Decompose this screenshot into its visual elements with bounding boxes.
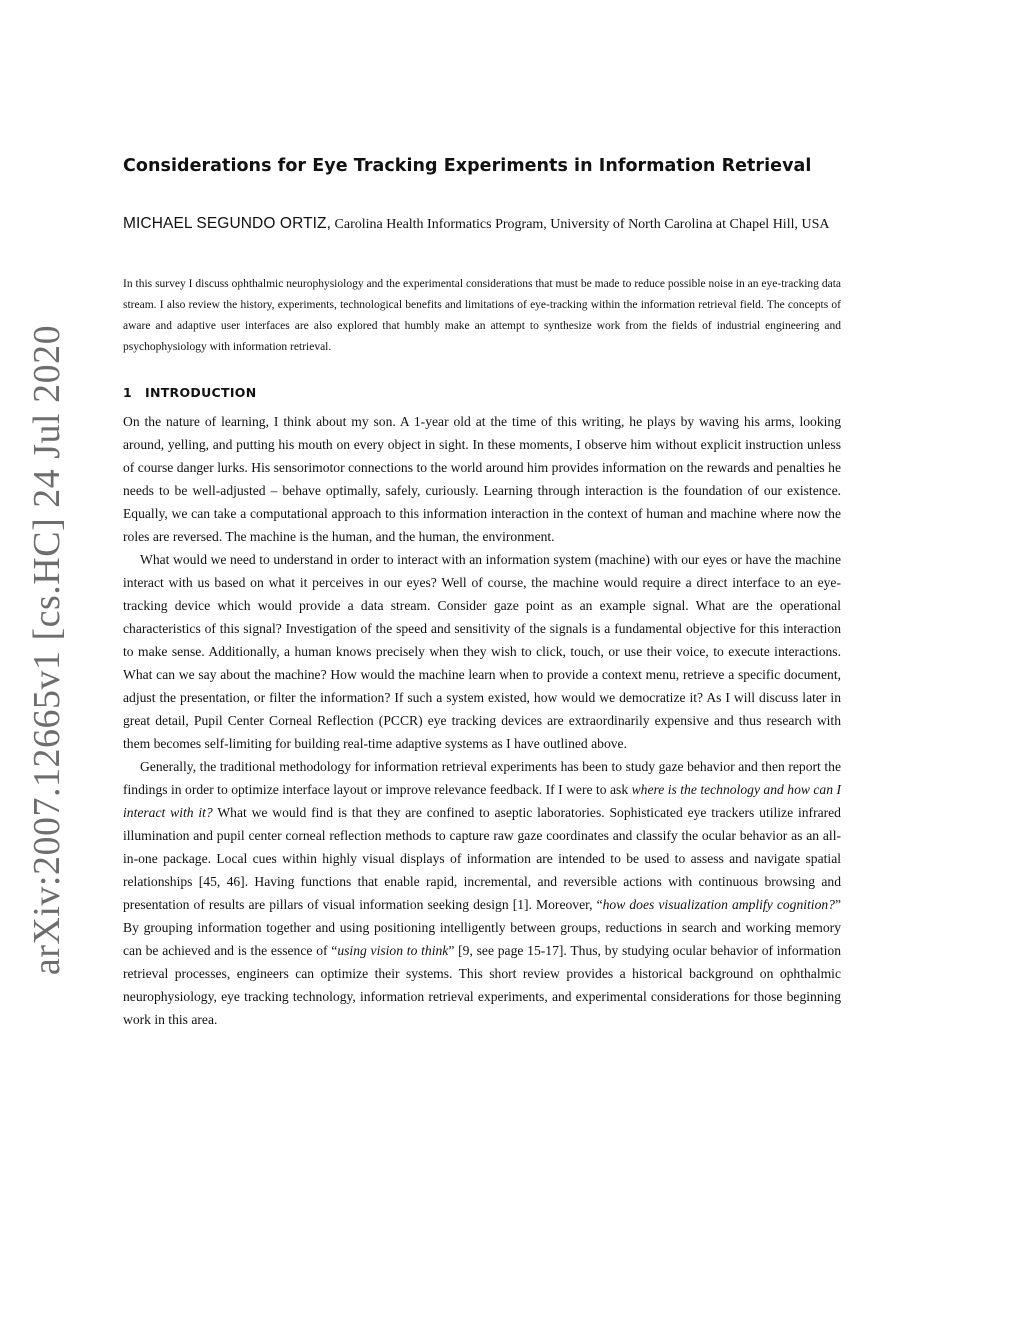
paragraph-2: What would we need to understand in order to interact with an information system (machine) with our eyes or have the machine interact with us based on what it perceives in our eyes? Well of course, the machine would require a direct interface to an eye-tracking device which would provide a data stream. Consider gaze point as an example signal. What are the operational characteristics of this signal? Investigation of the speed and sensitivity of the signals is a fundamental objective for this interaction to make sense. Additionally, a human knows precisely when they wish to click, touch, or use their voice, to execute interactions. What can we say about the machine? How would the machine learn when to provide a context menu, retrieve a specific document, adjust the presentation, or filter the information? If such a system existed, how would we democratize it? As I will discuss later in great detail, Pupil Center Corneal Reflection (PCCR) eye tracking devices are extraordinarily expensive and thus research with them becomes self-limiting for building real-time adaptive systems as I have outlined above. xyxy=(123,552,841,751)
paper-title: Considerations for Eye Tracking Experiments in Information Retrieval xyxy=(123,156,812,176)
author-block xyxy=(123,211,841,237)
paragraph-3-italic-phrase: using vision to think xyxy=(337,943,449,958)
paragraph-3-text-a: Generally, the traditional methodology for information retrieval experiments has been to study gaze behavior and then report the findings in order to optimize interface layout or improve relevance feedback. If I were to ask xyxy=(123,759,841,797)
paragraph-3-text-e: ” By grouping information together and using positioning intelligently between groups, reductions in search and working memory can be achieved and is the essence of “ xyxy=(123,897,842,958)
section-title: INTRODUCTION xyxy=(145,385,257,400)
author-name: MICHAEL SEGUNDO ORTIZ, xyxy=(123,215,332,232)
arxiv-identifier: arXiv:2007.12665v1 [cs.HC] 24 Jul 2020 xyxy=(26,324,68,976)
paragraph-3-italic-question: where is the technology and how can I interact with it? xyxy=(123,782,841,820)
paragraph-3-text-g: ” [9, see page 15-17]. Thus, by studying ocular behavior of information retrieval processes, engineers can optimize their systems. This short review provides a historical background on ophthalmic neurophysiology, eye tracking technology, information retrieval experiments, and experimental considerations for those beginning work in this area. xyxy=(123,943,841,1027)
paragraph-3-italic-quote: how does visualization amplify cognition? xyxy=(602,897,835,912)
abstract: In this survey I discuss ophthalmic neurophysiology and the experimental considerations that must be made to reduce possible noise in an eye-tracking data stream. I also review the history, experiments, technological benefits and limitations of eye-tracking within the information retrieval field. The concepts of aware and adaptive user interfaces are also explored that humbly make an attempt to synthesize work from the fields of industrial engineering and psychophysiology with information retrieval. xyxy=(123,278,841,353)
section-heading xyxy=(123,382,256,404)
paragraph-3-text-c: What we would find is that they are confined to aseptic laboratories. Sophisticated eye trackers utilize infrared illumination and pupil center corneal reflection methods to capture raw gaze coordinates and classify the ocular behavior as an all-in-one package. Local cues within highly visual displays of information are intended to be used to assess and navigate spatial relationships [45, 46]. Having functions that enable rapid, incremental, and reversible actions with continuous browsing and presentation of results are pillars of visual information seeking design [1]. Moreover, “ xyxy=(123,805,841,912)
author-affiliation: Carolina Health Informatics Program, University of North Carolina at Chapel Hill, USA xyxy=(334,217,830,232)
section-number: 1 xyxy=(123,385,132,400)
section-body xyxy=(123,410,841,1031)
paragraph-3 xyxy=(123,755,841,1031)
paragraph-1: On the nature of learning, I think about my son. A 1-year old at the time of this writing, he plays by waving his arms, looking around, yelling, and putting his mouth on every object in sight. In these moments, I observe him without explicit instruction unless of course danger lurks. His sensorimotor connections to the world around him provides information on the rewards and penalties he needs to be well-adjusted – behave optimally, safely, curiously. Learning through interaction is the foundation of our existence. Equally, we can take a computational approach to this information interaction in the context of human and machine where now the roles are reversed. The machine is the human, and the human, the environment. xyxy=(123,414,841,544)
